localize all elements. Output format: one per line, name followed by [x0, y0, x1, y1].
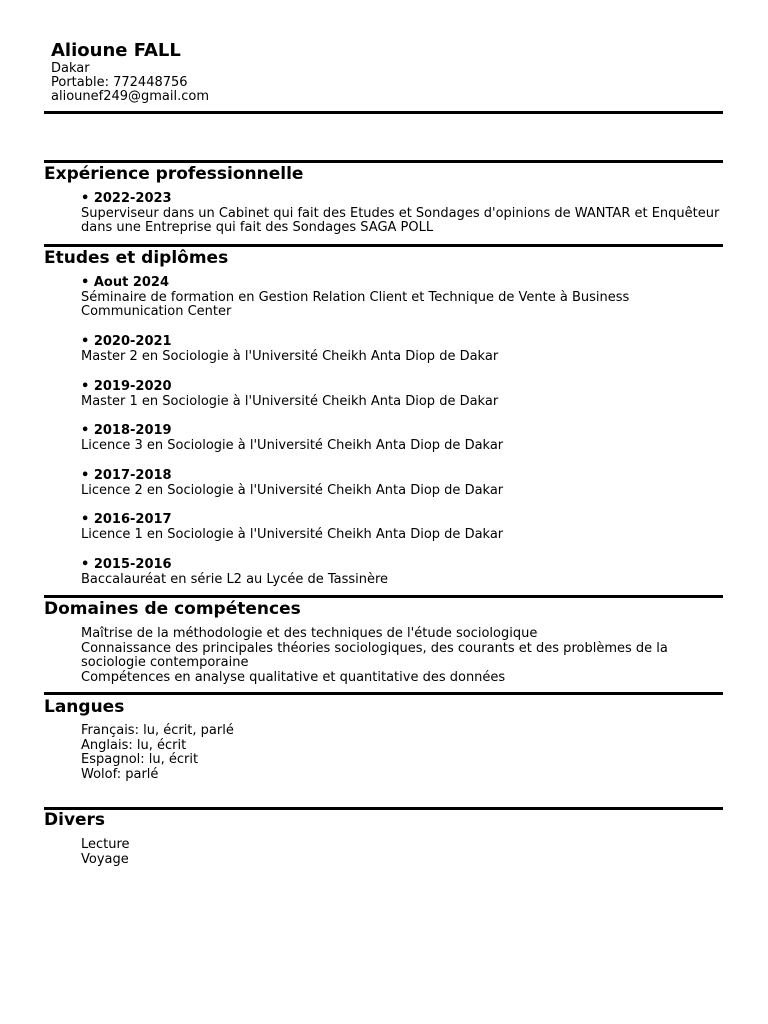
section-title-languages: Langues: [44, 697, 125, 717]
skill-item: Maîtrise de la méthodologie et des techniques de l'étude sociologique: [81, 626, 538, 641]
language-item: Anglais: lu, écrit: [81, 737, 187, 753]
education-entry: [81, 513, 721, 542]
entry-description: Master 1 en Sociologie à l'Université Cheikh Anta Diop de Dakar: [81, 393, 499, 409]
education-entry: [81, 335, 721, 364]
skill-item: Compétences en analyse qualitative et quantitative des données: [81, 669, 506, 685]
language-item: Wolof: parlé: [81, 766, 159, 782]
education-entry: [81, 469, 721, 498]
section-divider-skills: [44, 595, 723, 598]
entry-date: • Aout 2024: [81, 275, 169, 290]
phone: Portable: 772448756: [51, 75, 188, 90]
entry-description: Licence 1 en Sociologie à l'Université Cheikh Anta Diop de Dakar: [81, 526, 504, 542]
section-title-misc: Divers: [44, 810, 106, 830]
city: Dakar: [51, 61, 90, 76]
header-divider: [44, 111, 723, 114]
misc-item: Lecture: [81, 837, 130, 852]
entry-description: Master 2 en Sociologie à l'Université Cheikh Anta Diop de Dakar: [81, 348, 499, 364]
language-item: Espagnol: lu, écrit: [81, 752, 199, 767]
experience-entry: [81, 192, 721, 236]
email: aliounef249@gmail.com: [51, 89, 210, 104]
entry-description: Superviseur dans un Cabinet qui fait des Etudes et Sondages d'opinions de WANTAR et Enquêteur dans une Entreprise qui fait des Sondages SAGA POLL: [81, 205, 720, 235]
entry-description: Baccalauréat en série L2 au Lycée de Tassinère: [81, 571, 389, 587]
section-title-skills: Domaines de compétences: [44, 599, 301, 619]
section-divider-experience: [44, 160, 723, 163]
experience-list: [81, 192, 721, 236]
section-divider-education: [44, 244, 723, 247]
section-divider-misc: [44, 807, 723, 810]
section-title-experience: Expérience professionnelle: [44, 164, 304, 184]
entry-date: • 2019-2020: [81, 379, 172, 394]
skill-item: Connaissance des principales théories sociologiques, des courants et des problèmes de la sociologie contemporaine: [81, 640, 668, 670]
education-entry: [81, 424, 721, 453]
candidate-name: Alioune FALL: [51, 40, 181, 61]
education-entry: [81, 558, 721, 587]
section-divider-languages: [44, 692, 723, 695]
entry-date: • 2020-2021: [81, 334, 172, 349]
language-item: Français: lu, écrit, parlé: [81, 723, 234, 738]
entry-date: • 2017-2018: [81, 468, 172, 483]
entry-date: • 2015-2016: [81, 557, 172, 572]
section-title-education: Etudes et diplômes: [44, 248, 229, 268]
misc-list: [81, 838, 721, 867]
entry-date: • 2018-2019: [81, 423, 172, 438]
entry-description: Licence 2 en Sociologie à l'Université Cheikh Anta Diop de Dakar: [81, 482, 504, 498]
misc-item: Voyage: [81, 851, 129, 867]
education-entry: [81, 276, 721, 320]
education-entry: [81, 380, 721, 409]
entry-date: • 2022-2023: [81, 191, 172, 206]
entry-date: • 2016-2017: [81, 512, 172, 527]
entry-description: Licence 3 en Sociologie à l'Université Cheikh Anta Diop de Dakar: [81, 437, 504, 453]
languages-list: [81, 724, 721, 782]
entry-description: Séminaire de formation en Gestion Relation Client et Technique de Vente à Business Communication Center: [81, 289, 630, 319]
contact-header: [51, 40, 209, 104]
skills-list: [81, 627, 721, 685]
